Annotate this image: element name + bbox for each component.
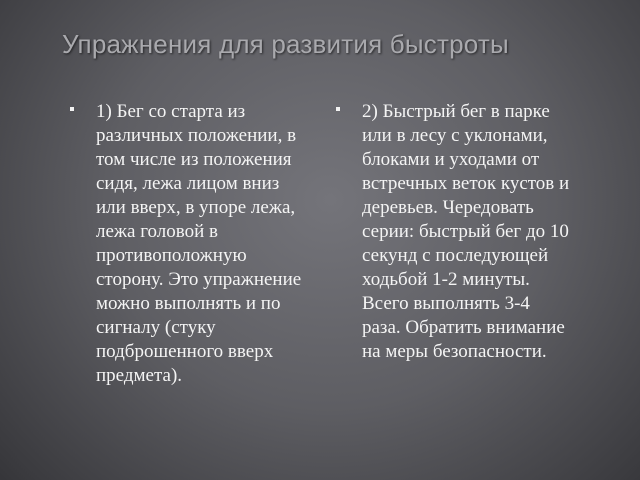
bullet-square-icon bbox=[336, 107, 340, 111]
exercise-1-text: 1) Бег со старта из различных положении, в том числе из положения сидя, лежа лицом вниз или вверх, в упоре лежа, лежа головой в противоположную сторону. Это упражнение можно выполнять и по сигналу (стуку подброшенного вверх предмета). bbox=[96, 101, 302, 386]
bullet-square-icon bbox=[70, 107, 74, 111]
exercise-2-text: 2) Быстрый бег в парке или в лесу с уклонами, блоками и уходами от встречных веток кустов и деревьев. Чередовать серии: быстрый бег до 10 секунд с последующей ходьбой 1-2 минуты. Всего выполнять 3-4 раза. Обратить внимание на меры безопасности. bbox=[362, 101, 570, 362]
slide-title: Упражнения для развития быстроты bbox=[62, 29, 509, 59]
